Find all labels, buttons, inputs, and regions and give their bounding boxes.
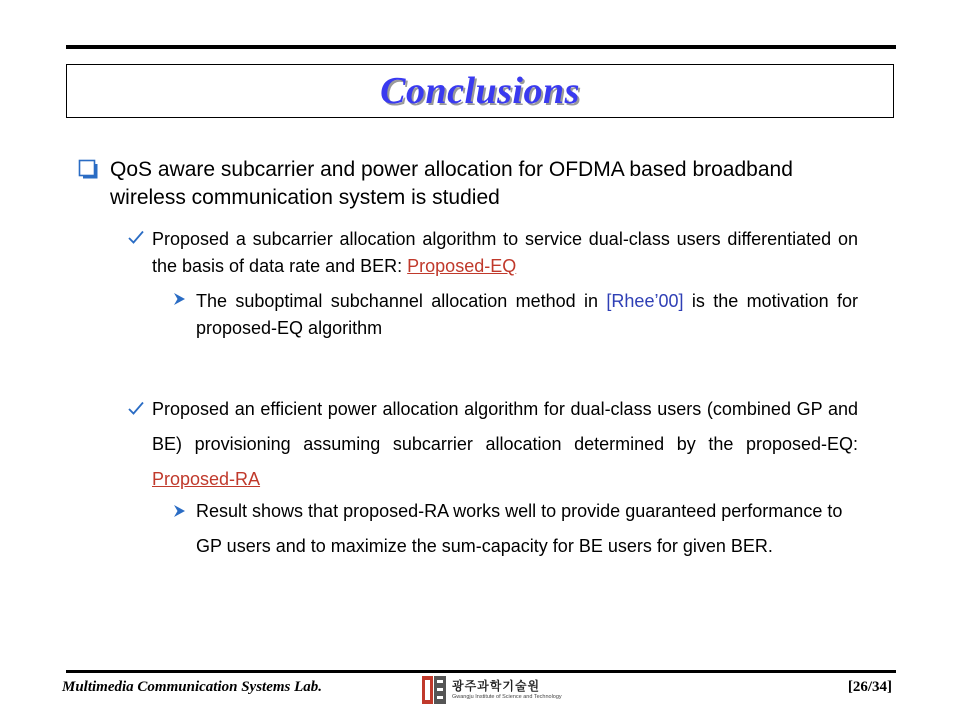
arrow-bullet-icon	[172, 504, 186, 518]
point1-body: Proposed a subcarrier allocation algorithm to service dual-class users differentiated on the basis of data rate and BER:	[152, 229, 858, 276]
point2-sub-text: Result shows that proposed-RA works well to provide guaranteed performance to GP users and to maximize the sum-capacity for BE users for given BER.	[196, 501, 843, 556]
slide-title: Conclusions	[380, 70, 580, 112]
lab-name: Multimedia Communication Systems Lab.	[62, 679, 323, 695]
proposed-eq-link[interactable]: Proposed-EQ	[407, 256, 517, 276]
gist-logo-icon	[422, 676, 446, 704]
point1-text	[152, 226, 858, 280]
bottom-rule	[66, 670, 896, 673]
logo-korean-text: 광주과학기술원	[452, 679, 541, 693]
institute-logo	[422, 674, 572, 706]
level1-text: QoS aware subcarrier and power allocation for OFDMA based broadband wireless communication system is studied	[110, 158, 793, 209]
arrow-bullet-icon	[172, 292, 186, 306]
square-bullet-icon	[78, 159, 98, 179]
point1-sub-pre: The suboptimal subchannel allocation method in	[196, 291, 607, 311]
point2-text	[152, 392, 858, 497]
checkmark-icon	[128, 230, 144, 244]
rhee-reference: [Rhee’00]	[606, 291, 684, 311]
proposed-ra-link[interactable]: Proposed-RA	[152, 469, 261, 489]
point1-sub-text	[196, 288, 858, 342]
point1-sub-post: is the motivation for proposed-EQ algorithm	[196, 291, 858, 338]
checkmark-icon	[128, 401, 144, 415]
page-number: [26/34]	[847, 679, 892, 695]
point2-body: Proposed an efficient power allocation algorithm for dual-class users (combined GP and BE) provisioning assuming subcarrier allocation determined by the proposed-EQ:	[152, 399, 858, 454]
logo-english-text: Gwangju Institute of Science and Technology	[452, 694, 562, 700]
